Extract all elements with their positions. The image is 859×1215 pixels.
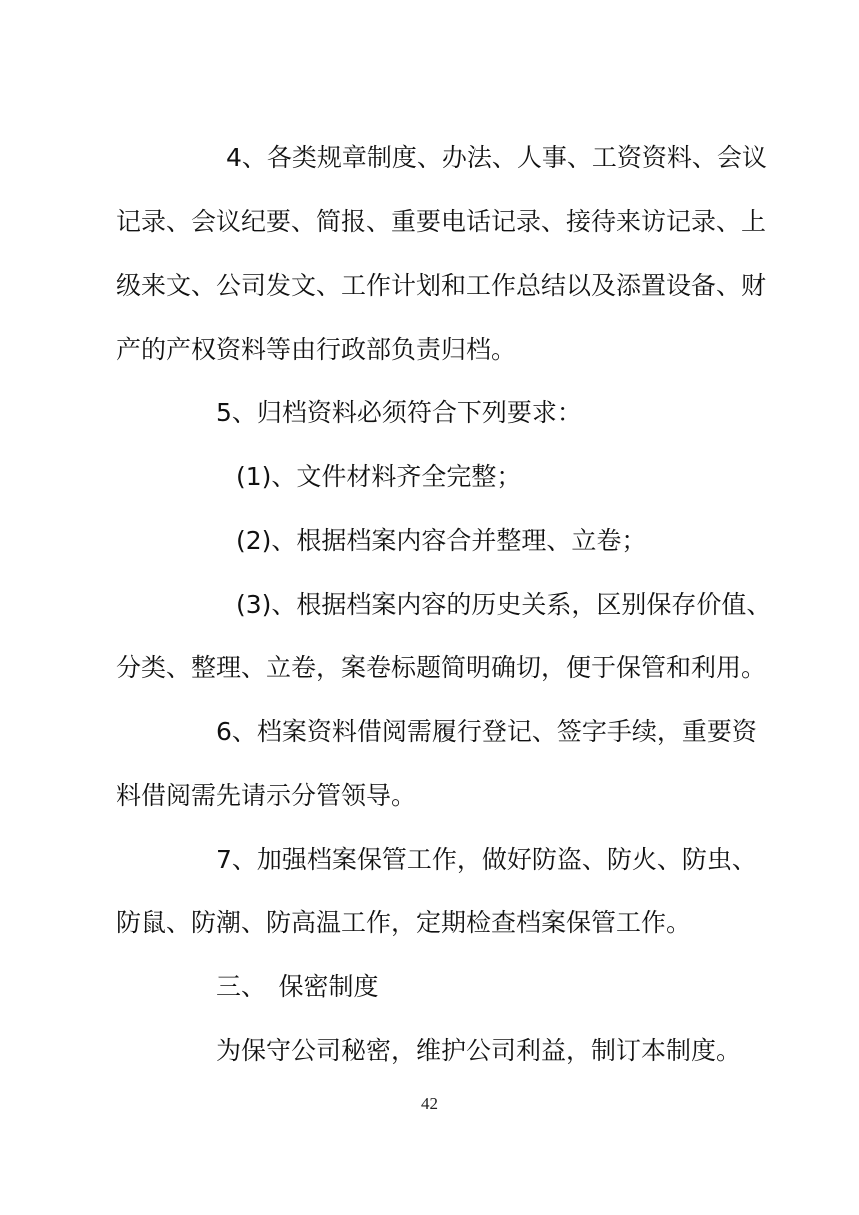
text-line: (2)、根据档案内容合并整理、立卷； xyxy=(236,526,647,555)
text-line: 料借阅需先请示分管领导。 xyxy=(116,781,417,810)
text-line: 4、各类规章制度、办法、人事、工资资料、会议 xyxy=(226,143,767,172)
page-number: 42 xyxy=(421,1094,438,1113)
text-line: 分类、整理、立卷，案卷标题简明确切，便于保管和利用。 xyxy=(116,653,767,682)
text-line: 防鼠、防潮、防高温工作，定期检查档案保管工作。 xyxy=(116,908,692,937)
text-line: (3)、根据档案内容的历史关系，区别保存价值、 xyxy=(236,590,772,619)
text-line: 产的产权资料等由行政部负责归档。 xyxy=(116,335,517,364)
text-line: 为保守公司秘密，维护公司利益，制订本制度。 xyxy=(216,1036,742,1065)
section-heading: 三、 保密制度 xyxy=(216,972,379,1001)
text-line: (1)、文件材料齐全完整； xyxy=(236,462,522,491)
text-line: 7、加强档案保管工作，做好防盗、防火、防虫、 xyxy=(216,845,757,874)
text-line: 级来文、公司发文、工作计划和工作总结以及添置设备、财 xyxy=(116,271,767,300)
text-line: 6、档案资料借阅需履行登记、签字手续，重要资 xyxy=(216,717,757,746)
text-line: 5、归档资料必须符合下列要求： xyxy=(216,398,582,427)
text-line: 记录、会议纪要、简报、重要电话记录、接待来访记录、上 xyxy=(116,207,767,236)
